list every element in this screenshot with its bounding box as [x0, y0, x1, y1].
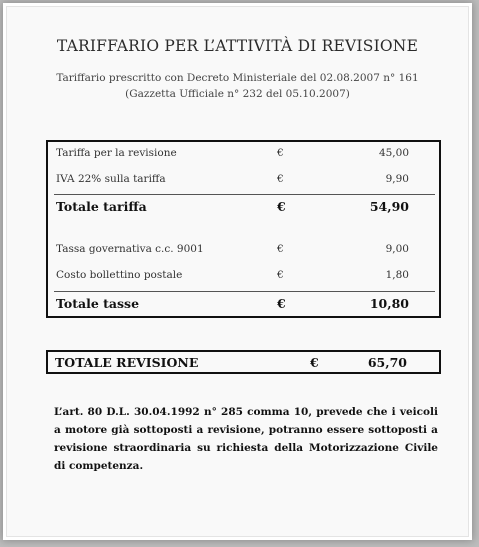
row-value: 1,80 [385, 269, 409, 281]
currency-symbol: € [310, 355, 319, 370]
fees-table [46, 140, 441, 318]
tariff-card [6, 6, 469, 537]
row-label: Totale tariffa [56, 199, 147, 214]
currency-symbol: € [277, 199, 286, 214]
fee-row-vat [48, 170, 439, 190]
currency-symbol: € [277, 243, 284, 255]
page-title: TARIFFARIO PER L’ATTIVITÀ DI REVISIONE [56, 37, 419, 55]
row-value: 54,90 [369, 199, 409, 214]
fee-row-postal-slip [48, 266, 439, 286]
subtotal-divider [54, 194, 435, 195]
gazette-reference: (Gazzetta Ufficiale n° 232 del 05.10.2007) [125, 88, 350, 100]
fee-row-total-tariff [48, 197, 439, 217]
row-label: Costo bollettino postale [56, 269, 183, 281]
fee-row-revision [48, 144, 439, 164]
row-value: 9,90 [385, 173, 409, 185]
total-label: TOTALE REVISIONE [55, 355, 199, 370]
total-value: 65,70 [367, 355, 407, 370]
row-value: 10,80 [369, 296, 409, 311]
decree-reference: Tariffario prescritto con Decreto Ministeriale del 02.08.2007 n° 161 [56, 72, 419, 84]
row-value: 45,00 [378, 147, 409, 159]
fee-row-total-taxes [48, 294, 439, 314]
legal-note: L’art. 80 D.L. 30.04.1992 n° 285 comma 10, prevede che i veicoli a motore già sottoposti a revisione, potranno essere sottoposti a revisione straordinaria su richiesta della Motorizzazione Civile di competenza. [54, 406, 438, 472]
currency-symbol: € [277, 173, 284, 185]
fee-row-government-tax [48, 240, 439, 260]
subtotal-divider [54, 291, 435, 292]
row-label: IVA 22% sulla tariffa [56, 173, 166, 185]
row-value: 9,00 [385, 243, 409, 255]
row-label: Totale tasse [56, 296, 140, 311]
currency-symbol: € [277, 296, 286, 311]
total-revision-box [46, 350, 441, 374]
row-label: Tariffa per la revisione [56, 147, 177, 159]
row-label: Tassa governativa c.c. 9001 [56, 243, 204, 255]
currency-symbol: € [277, 147, 284, 159]
currency-symbol: € [277, 269, 284, 281]
